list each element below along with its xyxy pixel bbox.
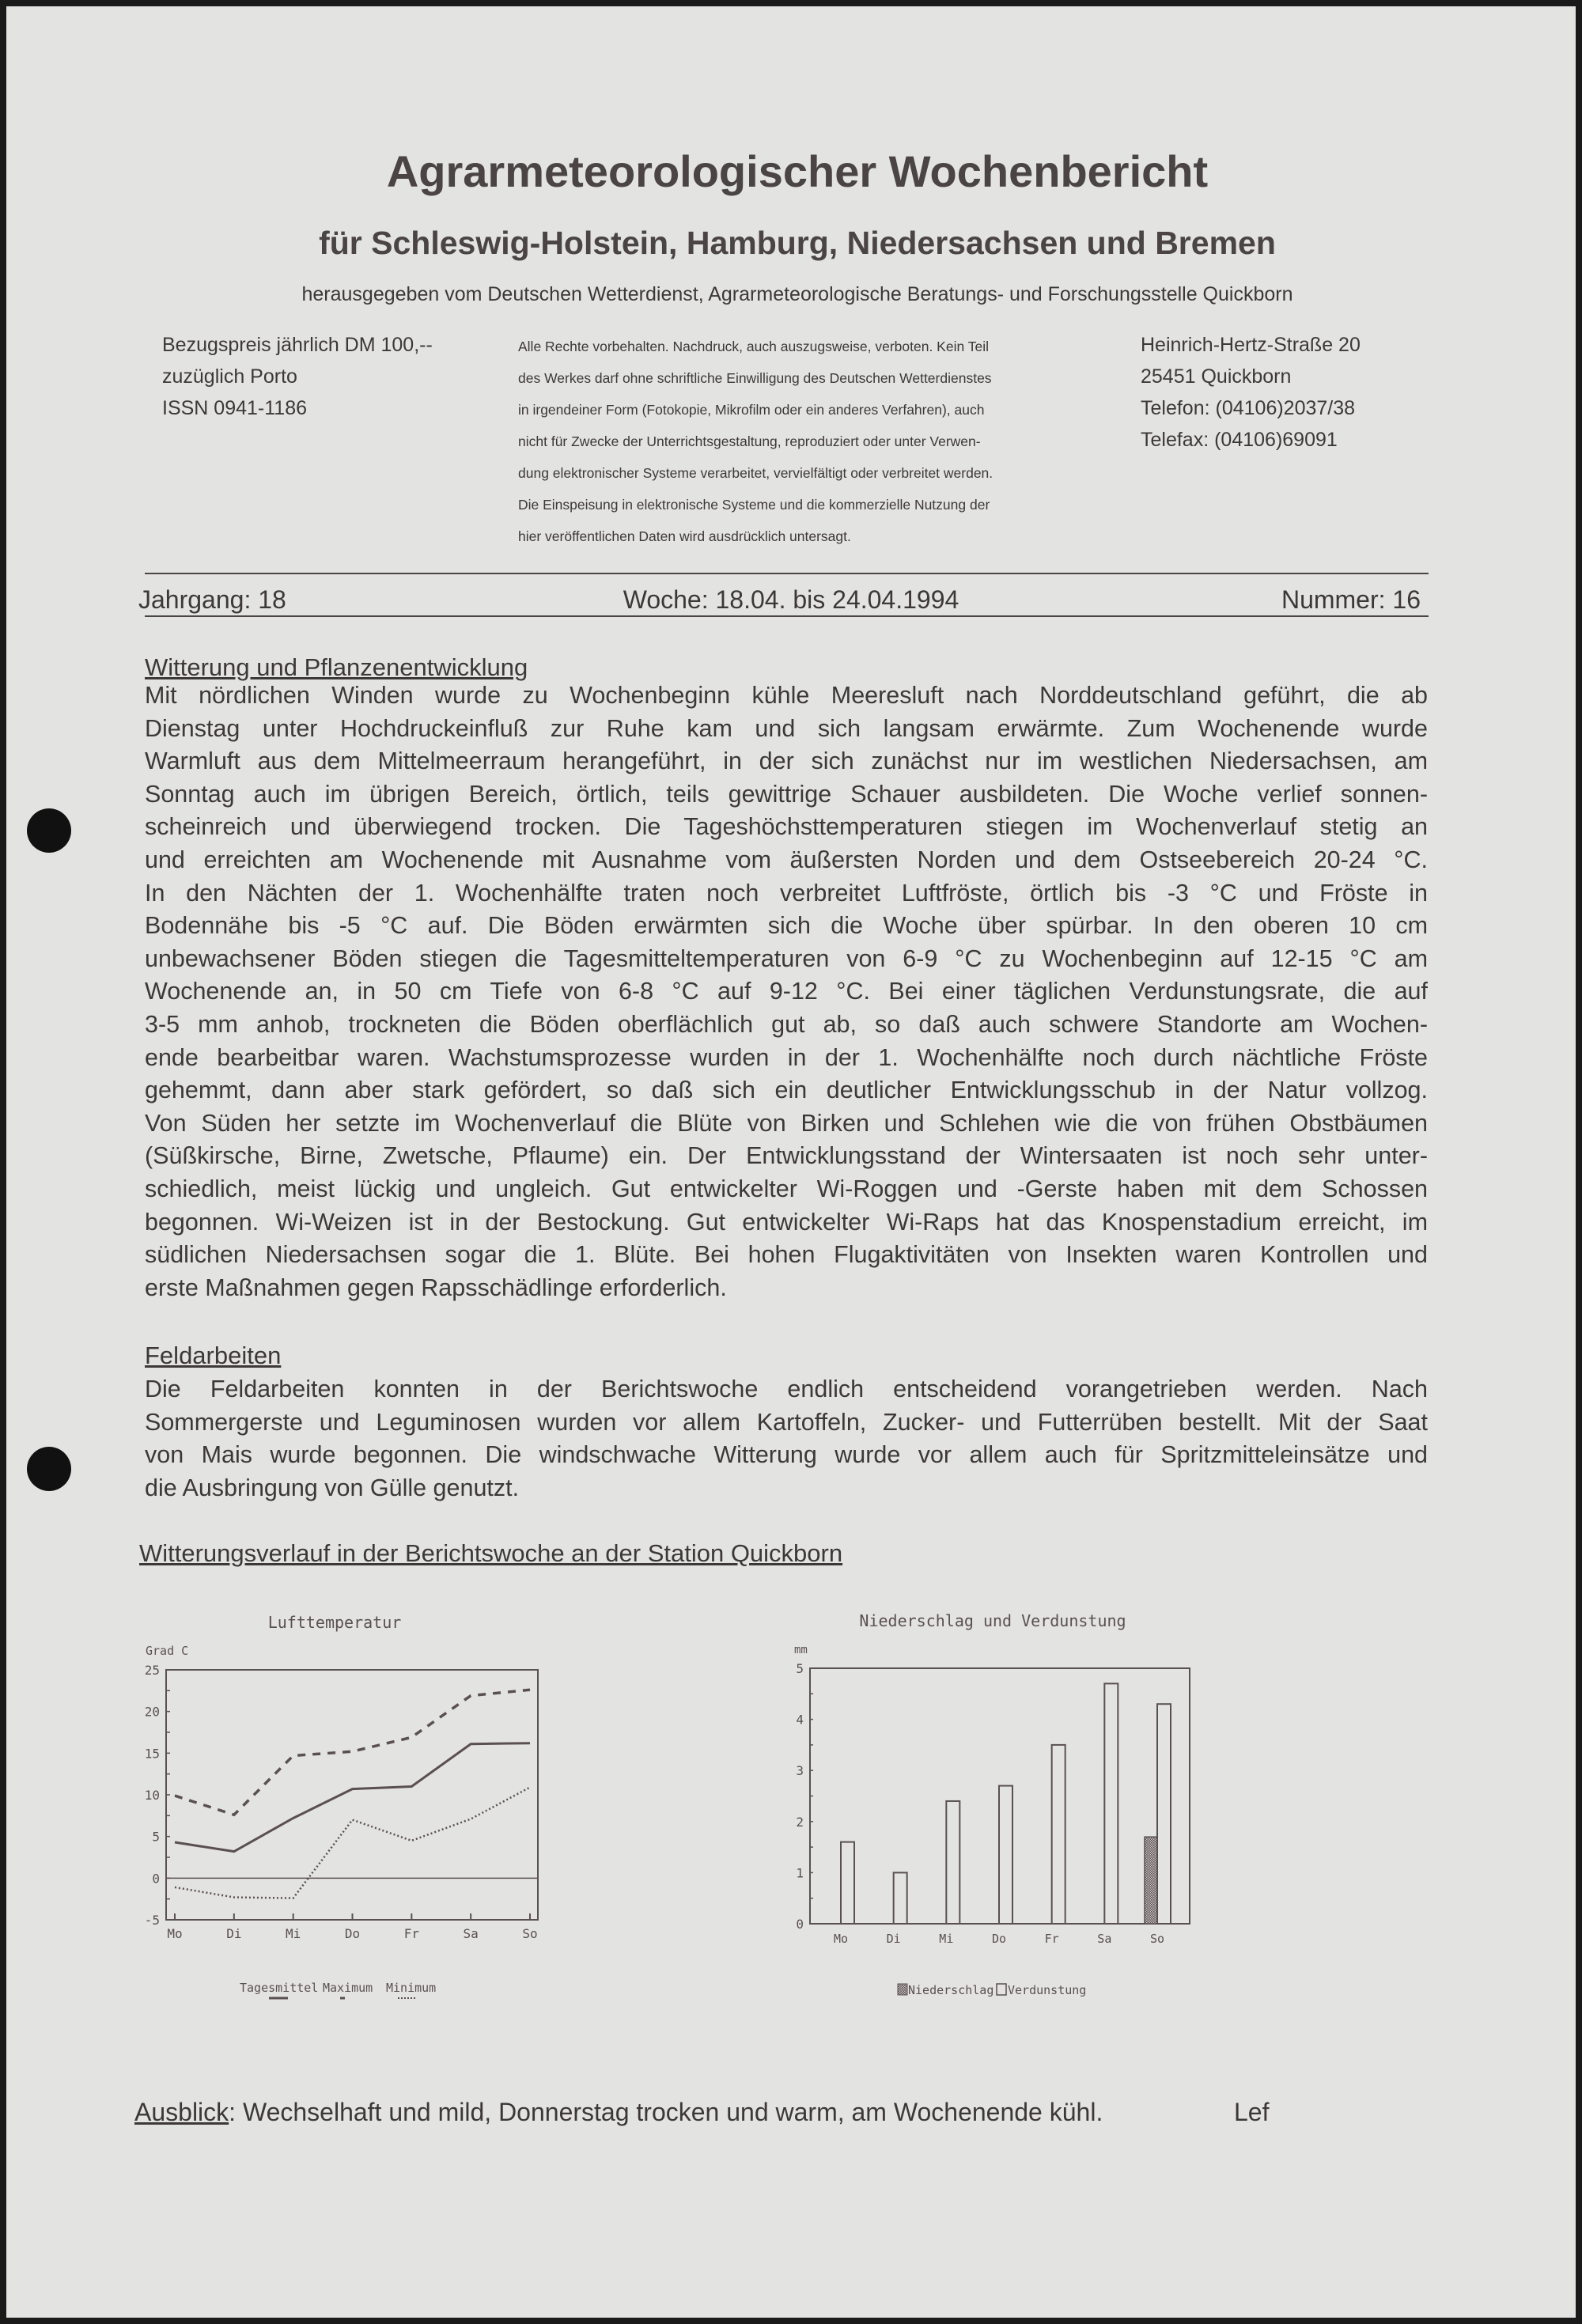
legend-label: Minimum bbox=[386, 1981, 437, 1995]
rights-line: des Werkes darf ohne schriftliche Einwilligung des Deutschen Wetterdienstes bbox=[518, 370, 992, 386]
rights-line: in irgendeiner Form (Fotokopie, Mikrofilm oder ein anderes Verfahren), auch bbox=[518, 402, 985, 418]
legend-label: Maximum bbox=[323, 1981, 373, 1995]
text-line: Sommergerste und Leguminosen wurden vor allem Kartoffeln, Zucker- und Futterrüben bestellt. Mit der Saat bbox=[145, 1408, 1428, 1436]
text-line: von Mais wurde begonnen. Die windschwache Witterung wurde vor allem auch für Spritzmitteleinsätze und bbox=[145, 1441, 1428, 1469]
nummer: Nummer: 16 bbox=[1281, 585, 1421, 614]
rights-notice bbox=[518, 331, 993, 552]
series-line-maximum bbox=[175, 1690, 530, 1815]
address-block bbox=[1141, 329, 1361, 456]
precipitation-chart bbox=[783, 1598, 1416, 2065]
x-tick-label: Mi bbox=[286, 1926, 301, 1941]
divider bbox=[145, 573, 1429, 574]
price-line: Bezugspreis jährlich DM 100,-- bbox=[162, 334, 433, 356]
bar-niederschlag bbox=[1145, 1837, 1157, 1924]
temperature-chart bbox=[134, 1598, 767, 2065]
x-tick-label: So bbox=[522, 1926, 538, 1941]
text-line: die Ausbringung von Gülle genutzt. bbox=[145, 1474, 520, 1501]
x-tick-label: Do bbox=[991, 1932, 1007, 1946]
ausblick-label: Ausblick bbox=[134, 2098, 229, 2126]
rights-line: dung elektronischer Systeme verarbeitet, vervielfältigt oder verbreitet werden. bbox=[518, 465, 993, 481]
y-tick-label: 4 bbox=[796, 1712, 804, 1728]
publisher-line: herausgegeben vom Deutschen Wetterdienst, Agrarmeteorologische Beratungs- und Forschungsstelle Quickborn bbox=[301, 283, 1293, 305]
issn-line: ISSN 0941-1186 bbox=[162, 397, 307, 419]
section-heading-witterung: Witterung und Pflanzenentwicklung bbox=[145, 653, 528, 681]
x-tick-label: Do bbox=[344, 1926, 361, 1941]
address-phone: Telefon: (04106)2037/38 bbox=[1141, 397, 1356, 419]
text-line: Von Süden her setzte im Wochenverlauf die Blüte von Birken und Schlehen wie die von frühen Obstbäumen bbox=[145, 1109, 1428, 1137]
address-street: Heinrich-Hertz-Straße 20 bbox=[1141, 334, 1361, 356]
plot-frame bbox=[166, 1670, 538, 1920]
ausblick bbox=[134, 2098, 1103, 2127]
legend-swatch-verdunstung bbox=[997, 1984, 1006, 1995]
text-line: scheinreich und überwiegend trocken. Die Tageshöchsttemperaturen stiegen im Wochenverlauf stetig an bbox=[145, 813, 1428, 841]
x-tick-label: Fr bbox=[403, 1926, 419, 1941]
punch-hole bbox=[27, 808, 71, 853]
x-tick-label: Sa bbox=[1097, 1932, 1112, 1946]
text-line: Dienstag unter Hochdruckeinfluß zur Ruhe kam und sich langsam erwärmte. Zum Wochenende wurde bbox=[145, 714, 1428, 742]
y-tick-label: 0 bbox=[796, 1917, 804, 1932]
chart-title: Niederschlag und Verdunstung bbox=[859, 1611, 1126, 1630]
text-line: In den Nächten der 1. Wochenhälfte traten noch verbreitet Luftfröste, örtlich bis -3 °C und Fröste in bbox=[145, 879, 1428, 907]
punch-hole bbox=[27, 1447, 71, 1491]
address-city: 25451 Quickborn bbox=[1141, 365, 1292, 388]
bar-verdunstung bbox=[946, 1801, 959, 1924]
section-heading-verlauf: Witterungsverlauf in der Berichtswoche an der Station Quickborn bbox=[139, 1539, 843, 1567]
text-line: Warmluft aus dem Mittelmeerraum herangeführt, in der sich zunächst nur im westlichen Niedersachsen, am bbox=[145, 748, 1428, 775]
rights-line: nicht für Zwecke der Unterrichtsgestaltung, reproduziert oder unter Verwen- bbox=[518, 433, 981, 449]
text-line: gehemmt, dann aber stark gefördert, so daß sich ein deutlicher Entwicklungsschub in der Natur vollzog. bbox=[145, 1077, 1428, 1104]
y-axis-label: mm bbox=[794, 1644, 808, 1656]
text-line: begonnen. Wi-Weizen ist in der Bestockung. Gut entwickelter Wi-Raps hat das Knospenstadium erreicht, im bbox=[145, 1208, 1428, 1236]
bar-verdunstung bbox=[841, 1842, 854, 1924]
rights-line: Die Einspeisung in elektronische Systeme und die kommerzielle Nutzung der bbox=[518, 497, 990, 513]
x-tick-label: Di bbox=[886, 1932, 901, 1946]
y-tick-label: 5 bbox=[152, 1829, 160, 1845]
legend-label: Verdunstung bbox=[1008, 1983, 1087, 1997]
series-line-tagesmittel bbox=[175, 1743, 530, 1852]
x-tick-label: Sa bbox=[463, 1926, 479, 1941]
woche: Woche: 18.04. bis 24.04.1994 bbox=[623, 585, 959, 614]
report-title: Agrarmeteorologischer Wochenbericht bbox=[386, 146, 1209, 196]
jahrgang: Jahrgang: 18 bbox=[138, 585, 286, 614]
section-heading-feldarbeiten: Feldarbeiten bbox=[145, 1342, 282, 1369]
bar-verdunstung bbox=[1052, 1745, 1065, 1924]
series-line-minimum bbox=[175, 1788, 530, 1898]
y-tick-label: 3 bbox=[796, 1763, 804, 1779]
x-tick-label: Mo bbox=[833, 1932, 849, 1946]
author-initials: Lef bbox=[1234, 2098, 1270, 2126]
bar-verdunstung bbox=[1104, 1683, 1118, 1924]
x-tick-label: So bbox=[1149, 1932, 1165, 1946]
text-line: erste Maßnahmen gegen Rapsschädlinge erforderlich. bbox=[145, 1274, 727, 1301]
text-line: Die Feldarbeiten konnten in der Berichtswoche endlich entscheidend vorangetrieben werden. Nach bbox=[145, 1376, 1428, 1402]
x-tick-label: Mi bbox=[939, 1932, 954, 1946]
text-line: schiedlich, meist lückig und ungleich. Gut entwickelter Wi-Roggen und -Gerste haben mit dem Schossen bbox=[145, 1175, 1428, 1202]
rights-line: hier veröffentlichen Daten wird ausdrücklich untersagt. bbox=[518, 528, 851, 544]
address-fax: Telefax: (04106)69091 bbox=[1141, 429, 1338, 451]
x-tick-label: Mo bbox=[167, 1926, 183, 1941]
y-tick-label: 10 bbox=[144, 1788, 160, 1803]
text-line: Wochenende an, in 50 cm Tiefe von 6-8 °C auf 9-12 °C. Bei einer täglichen Verdunstungsrate, die auf bbox=[145, 978, 1428, 1005]
document-page bbox=[6, 6, 1576, 2318]
text-line: ende bearbeitbar waren. Wachstumsprozesse wurden in der 1. Wochenhälfte noch durch nächtliche Fröste bbox=[145, 1043, 1428, 1071]
text-line: Mit nördlichen Winden wurde zu Wochenbeginn kühle Meeresluft nach Norddeutschland geführt, die ab bbox=[145, 682, 1428, 709]
x-tick-label: Fr bbox=[1044, 1932, 1059, 1946]
y-tick-label: 5 bbox=[796, 1661, 804, 1676]
y-tick-label: 20 bbox=[144, 1704, 160, 1720]
y-axis-label: Grad C bbox=[146, 1644, 189, 1658]
text-line: Bodennähe bis -5 °C auf. Die Böden erwärmten sich die Woche über spürbar. In den oberen 10 cm bbox=[145, 912, 1428, 940]
legend-swatch-niederschlag bbox=[898, 1984, 907, 1995]
y-tick-label: 0 bbox=[152, 1871, 160, 1887]
text-line: und erreichten am Wochenende mit Ausnahme vom äußersten Norden und dem Ostseebereich 20-24 °C. bbox=[145, 846, 1428, 873]
bar-verdunstung bbox=[894, 1872, 907, 1924]
y-tick-label: 2 bbox=[796, 1814, 804, 1830]
report-subtitle: für Schleswig-Holstein, Hamburg, Niedersachsen und Bremen bbox=[319, 225, 1276, 261]
subscription-info bbox=[162, 329, 433, 424]
y-tick-label: 15 bbox=[144, 1746, 160, 1762]
bar-verdunstung bbox=[999, 1786, 1012, 1924]
divider bbox=[145, 615, 1429, 617]
y-tick-label: 1 bbox=[796, 1865, 804, 1881]
text-line: 3-5 mm anhob, trockneten die Böden oberflächlich gut ab, so daß auch schwere Standorte am Wochen- bbox=[145, 1011, 1428, 1038]
legend-label: Tagesmittel bbox=[240, 1981, 319, 1995]
text-line: unbewachsener Böden stiegen die Tagesmitteltemperaturen von 6-9 °C zu Wochenbeginn auf 12-15 °C am bbox=[145, 944, 1428, 972]
y-tick-label: 25 bbox=[144, 1663, 160, 1678]
legend-label: Niederschlag bbox=[908, 1983, 994, 1997]
chart-title: Lufttemperatur bbox=[267, 1613, 402, 1632]
ausblick-text: : Wechselhaft und mild, Donnerstag trocken und warm, am Wochenende kühl. bbox=[229, 2098, 1103, 2126]
text-line: südlichen Niedersachsen sogar die 1. Blüte. Bei hohen Flugaktivitäten von Insekten waren Kontrollen und bbox=[145, 1241, 1428, 1269]
porto-line: zuzüglich Porto bbox=[162, 365, 297, 388]
text-line: Sonntag auch im übrigen Bereich, örtlich, teils gewittrige Schauer ausbildeten. Die Woche verlief sonnen- bbox=[145, 780, 1428, 808]
x-tick-label: Di bbox=[226, 1926, 242, 1941]
rights-line: Alle Rechte vorbehalten. Nachdruck, auch auszugsweise, verboten. Kein Teil bbox=[518, 339, 990, 354]
y-tick-label: -5 bbox=[144, 1913, 160, 1928]
bar-verdunstung bbox=[1157, 1704, 1171, 1924]
text-line: (Süßkirsche, Birne, Zwetsche, Pflaume) ein. Der Entwicklungsstand der Wintersaaten ist noch sehr unter- bbox=[145, 1142, 1428, 1170]
